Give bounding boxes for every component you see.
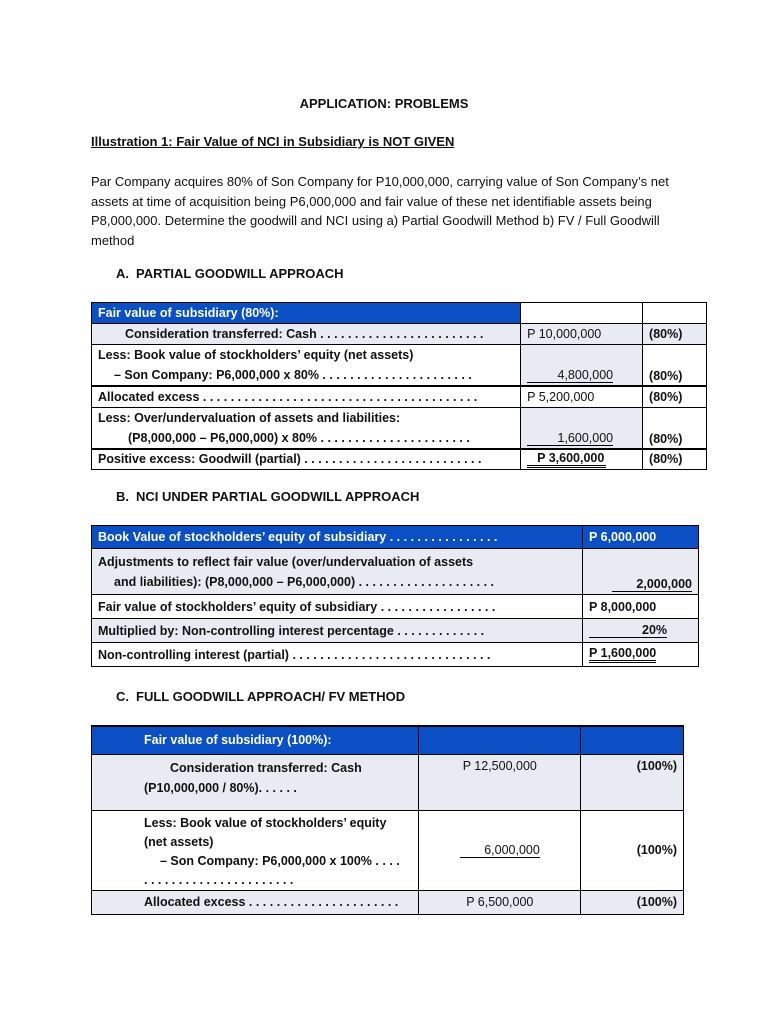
row-percent: (100%) (581, 810, 684, 890)
row-label: Allocated excess . . . . . . . . . . . . . . . . . . . . . . (92, 890, 419, 914)
partial-goodwill-table (91, 302, 707, 470)
row-percent: (80%) (643, 345, 707, 387)
table-row (92, 407, 707, 449)
row-label: Non-controlling interest (partial) . . . . . . . . . . . . . . . . . . . . . . . . . . . . . (92, 643, 583, 667)
table-row (92, 595, 699, 619)
section-b-title: NCI UNDER PARTIAL GOODWILL APPROACH (136, 489, 420, 504)
table-header-label: Book Value of stockholders’ equity of subsidiary . . . . . . . . . . . . . . . . (92, 526, 583, 549)
table-header-amount: P 6,000,000 (583, 526, 699, 549)
row-amount: P 3,600,000 (521, 449, 643, 470)
row-percent: (80%) (643, 324, 707, 345)
section-c-letter: C. (116, 689, 129, 704)
row-percent: (80%) (643, 386, 707, 407)
row-label: Consideration transferred: Cash . . . . . . . . . . . . . . . . . . . . . . . . (92, 324, 521, 345)
section-a-letter: A. (116, 266, 129, 281)
table-header-row (92, 303, 707, 324)
row-label: Multiplied by: Non-controlling interest percentage . . . . . . . . . . . . . (92, 619, 583, 643)
table-header-label: Fair value of subsidiary (80%): (92, 303, 521, 324)
row-label: Less: Over/undervaluation of assets and liabilities: (P8,000,000 – P6,000,000) x 80% . . . . . . . . . . . . . . . . . . . . . . (92, 407, 521, 449)
table-row (92, 643, 699, 667)
problem-paragraph: Par Company acquires 80% of Son Company for P10,000,000, carrying value of Son Company’s net assets at time of acquisition being P6,000,000 and fair value of these net identifiable assets being P8,000,000. Determine the goodwill and NCI using a) Partial Goodwill Method b) FV / Full Goodwill method (91, 174, 669, 248)
row-label: Less: Book value of stockholders’ equity (net assets) – Son Company: P6,000,000 x 80% . . . . . . . . . . . . . . . . . . . . . . (92, 345, 521, 387)
row-label: Positive excess: Goodwill (partial) . . . . . . . . . . . . . . . . . . . . . . . . . . (92, 449, 521, 470)
section-b-letter: B. (116, 489, 129, 504)
row-percent: (100%) (581, 890, 684, 914)
row-amount: P 6,500,000 (419, 890, 581, 914)
table-row (92, 324, 707, 345)
table-row (92, 386, 707, 407)
row-percent: (80%) (643, 407, 707, 449)
section-c-heading (116, 689, 405, 704)
nci-partial-table (91, 525, 699, 667)
row-amount: P 5,200,000 (521, 386, 643, 407)
row-amount: P 12,500,000 (419, 754, 581, 810)
table-row (92, 549, 699, 595)
row-percent: (100%) (581, 754, 684, 810)
row-label: Less: Book value of stockholders’ equity (net assets) – Son Company: P6,000,000 x 100% . . . . . . . . . . . . . . . . . . . . . . . . . . (92, 810, 419, 890)
table-header-label: Fair value of subsidiary (100%): (92, 726, 419, 754)
illustration-title: Illustration 1: Fair Value of NCI in Subsidiary is NOT GIVEN (91, 134, 455, 149)
full-goodwill-table (91, 725, 684, 915)
row-percent: (80%) (643, 449, 707, 470)
row-amount: 4,800,000 (521, 345, 643, 387)
row-label: Consideration transferred: Cash (P10,000,000 / 80%). . . . . . (92, 754, 419, 810)
section-b-heading (116, 489, 419, 504)
row-label: Allocated excess . . . . . . . . . . . . . . . . . . . . . . . . . . . . . . . . . . . . . . . . (92, 386, 521, 407)
section-c-title: FULL GOODWILL APPROACH/ FV METHOD (136, 689, 406, 704)
section-a-title: PARTIAL GOODWILL APPROACH (136, 266, 344, 281)
table-row (92, 810, 684, 890)
table-row (92, 619, 699, 643)
row-label: Fair value of stockholders’ equity of subsidiary . . . . . . . . . . . . . . . . . (92, 595, 583, 619)
row-label: Adjustments to reflect fair value (over/undervaluation of assets and liabilities): (P8,000,000 – P6,000,000) . . . . . . . . . . . . . . . . . . . . (92, 549, 583, 595)
page-heading: APPLICATION: PROBLEMS (299, 96, 469, 111)
section-a-heading (116, 266, 344, 281)
table-row (92, 754, 684, 810)
row-amount: P 8,000,000 (583, 595, 699, 619)
row-amount: 6,000,000 (419, 810, 581, 890)
row-amount: 1,600,000 (521, 407, 643, 449)
table-row (92, 449, 707, 470)
row-amount: P 10,000,000 (521, 324, 643, 345)
table-row (92, 345, 707, 387)
table-row (92, 890, 684, 914)
table-header-row (92, 526, 699, 549)
row-amount: 20% (583, 619, 699, 643)
row-amount: 2,000,000 (583, 549, 699, 595)
table-header-row (92, 726, 684, 754)
row-amount: P 1,600,000 (583, 643, 699, 667)
